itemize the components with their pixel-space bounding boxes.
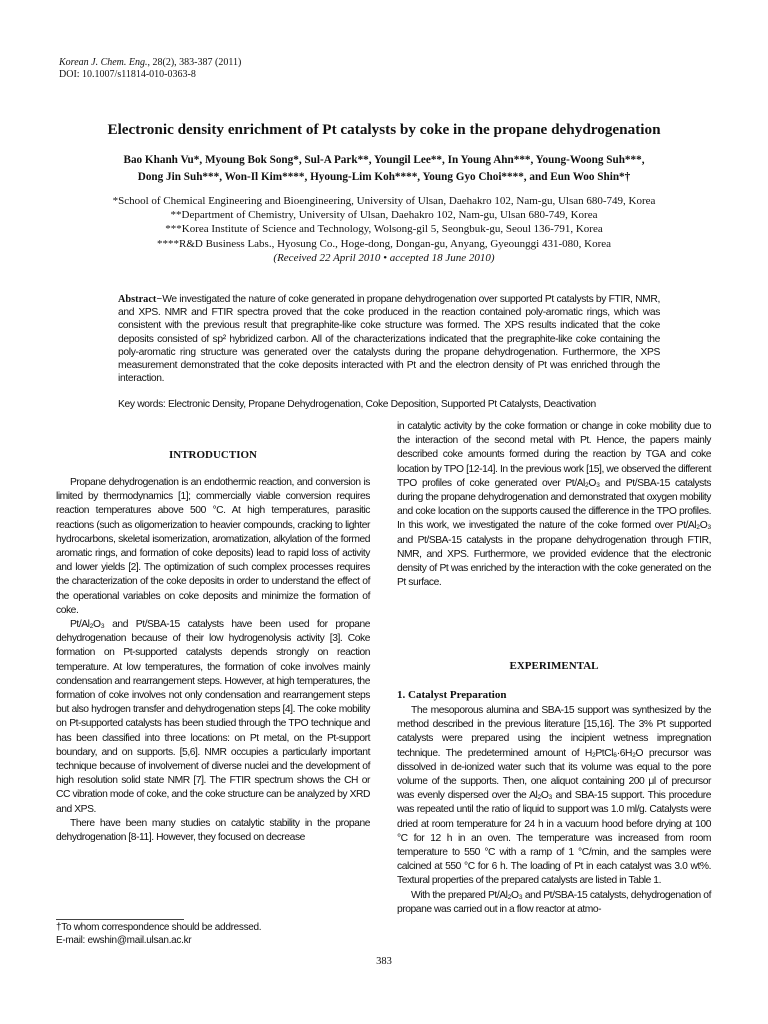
right-column-experimental bbox=[397, 704, 711, 917]
received-dates: (Received 22 April 2010 • accepted 18 June 2010) bbox=[273, 251, 495, 264]
right-column-intro bbox=[397, 420, 711, 590]
paragraph: in catalytic activity by the coke formation or change in coke mobility due to the interaction of the second metal with Pt. Hence, the papers mainly described coke amounts formed during the reaction by TGA and coke location by TPO [12-14]. In the previous work [15], we observed the different TPO profiles of coke generated over Pt/Al₂O₃ and Pt/SBA-15 catalysts during the propane dehydrogenation and demonstrated that oxygen mobility and coke location on the supports caused the difference in the TPO profiles. In this work, we investigated the nature of the coke formed over Pt/Al₂O₃ and Pt/SBA-15 catalysts in the propane dehydrogenation through FTIR, NMR, and XPS. Furthermore, we provided evidence that the electronic density of Pt was enriched by the interaction with the coke generated on the Pt surface. bbox=[397, 421, 711, 589]
section-heading-experimental: EXPERIMENTAL bbox=[509, 660, 599, 672]
journal-header bbox=[59, 57, 241, 81]
doi[interactable]: DOI: 10.1007/s11814-010-0363-8 bbox=[59, 69, 196, 80]
affiliation-line: *School of Chemical Engineering and Bioengineering, University of Ulsan, Daehakro 102, Nam-gu, Ulsan 680-749, Korea bbox=[112, 195, 656, 207]
footnote-correspondence: †To whom correspondence should be addressed. bbox=[56, 922, 262, 933]
journal-citation: , 28(2), 383-387 (2011) bbox=[147, 57, 242, 68]
left-column bbox=[56, 476, 370, 845]
author-list bbox=[40, 152, 728, 186]
affiliation-line: **Department of Chemistry, University of Ulsan, Daehakro 102, Nam-gu, Ulsan 680-749, Korea bbox=[170, 209, 598, 222]
abstract-text: We investigated the nature of coke generated in propane dehydrogenation over supported Pt catalysts by FTIR, NMR, and XPS. NMR and FTIR spectra proved that the coke produced in the reaction contained poly-aromatic rings, which was consistent with the previous result that pregraphite-like coke structure was formed. The XPS results indicated that the coke deposits consisted of sp² hybridized carbon. All of the characterizations indicated that the pregraphite-like coke containing the poly-aromatic ring structure was generated over the catalysts during the propane dehydrogenation. Furthermore, the XPS measurement demonstrated that the coke deposits interacted with Pt and the electron density of Pt was enriched through the interaction. bbox=[118, 294, 660, 385]
journal-name: Korean J. Chem. Eng. bbox=[59, 57, 148, 68]
abstract bbox=[118, 293, 660, 385]
keywords: Key words: Electronic Density, Propane Dehydrogenation, Coke Deposition, Supported Pt Catalysts, Deactivation bbox=[118, 399, 596, 410]
affiliation-line: ***Korea Institute of Science and Technology, Wolsong-gil 5, Seongbuk-gu, Seoul 136-791, Korea bbox=[165, 223, 603, 236]
affiliations bbox=[30, 194, 738, 265]
author-line: Dong Jin Suh***, Won-Il Kim****, Hyoung-Lim Koh****, Young Gyo Choi****, and Eun Woo Shin*† bbox=[137, 171, 631, 183]
footnote bbox=[56, 921, 261, 947]
page-number: 383 bbox=[376, 956, 392, 967]
abstract-label: Abstract bbox=[118, 294, 157, 305]
paragraph: Pt/Al₂O₃ and Pt/SBA-15 catalysts have been used for propane dehydrogenation because of their low hydrogenolysis activity [3]. Coke formation on Pt-supported catalysts depends strongly on reaction temperature. At low temperatures, the formation of coke involves mainly condensation and rearrangement steps. However, at high temperatures, the formation of coke involves not only condensation and rearrangement steps but also hydrogen transfer and dehydrogenation steps [4]. The coke mobility on Pt-supported catalysts has been studied through the TPO technique and has been classified into three locations: on Pt metal, on the Pt-support boundary, and on supports. [5,6]. NMR occupies a particularly important technique because of involvement of diverse nuclei and the development of high resolution solid state NMR [7]. The FTIR spectrum shows the CH or CC vibration mode of coke, and the coke structure can be analyzed by XRD and XPS. bbox=[56, 619, 370, 815]
affiliation-line: ****R&D Business Labs., Hyosung Co., Hoge-dong, Dongan-gu, Anyang, Gyeounggi 431-080, Korea bbox=[156, 237, 611, 250]
paper-title: Electronic density enrichment of Pt catalysts by coke in the propane dehydrogenation bbox=[107, 121, 661, 138]
footnote-divider bbox=[56, 919, 184, 920]
author-line: Bao Khanh Vu*, Myoung Bok Song*, Sul-A Park**, Youngil Lee**, In Young Ahn***, Young-Woong Suh***, bbox=[123, 154, 645, 166]
paragraph: With the prepared Pt/Al₂O₃ and Pt/SBA-15 catalysts, dehydrogenation of propane was carried out in a flow reactor at atmo- bbox=[397, 889, 711, 915]
paragraph: There have been many studies on catalytic stability in the propane dehydrogenation [8-11]. However, they focused on decrease bbox=[56, 817, 370, 844]
paragraph: Propane dehydrogenation is an endothermic reaction, and conversion is limited by thermodynamics [1]; commercially viable conversion requires reaction temperatures above 500 °C. At high temperatures, parasitic reactions (such as oligomerization to heavier compounds, cracking to lighter hydrocarbons, skeletal isomerization, aromatization, alkylation of the formed aromatic rings, and formation of coke deposits) lead to rapid loss of activity and lower yields [2]. The optimization of such complex processes requires the characterization of the coke deposits in order to understand the effect of the operational variables on coke deposits and minimize the formation of coke. bbox=[56, 477, 370, 616]
footnote-email[interactable]: E-mail: ewshin@mail.ulsan.ac.kr bbox=[56, 935, 192, 946]
subsection-heading: 1. Catalyst Preparation bbox=[397, 689, 507, 701]
abstract-dash: − bbox=[156, 294, 163, 305]
section-heading-introduction: INTRODUCTION bbox=[168, 449, 257, 461]
paragraph: The mesoporous alumina and SBA-15 support was synthesized by the method described in the previous literature [15,16]. The 3% Pt supported catalysts were prepared using the incipient wetness impregnation technique. The predetermined amount of H₂PtCl₆·6H₂O precursor was dissolved in de-ionized water such that its volume was equal to the pore volume of the supports. Then, one aliquot containing 200 μl of precursor was evenly dispersed over the Al₂O₃ and SBA-15 support. This procedure was repeated until the ratio of liquid to support was 1.0 ml/g. Catalysts were dried at room temperature for 24 h in a vacuum hood before drying at 100 °C for 12 h in an oven. The temperature was increased from room temperature to 550 °C with a ramp of 1 °C/min, and the samples were calcined at 550 °C for 6 h. The loading of Pt in each catalyst was 3.0 wt%. Textural properties of the prepared catalysts are listed in Table 1. bbox=[397, 705, 711, 887]
